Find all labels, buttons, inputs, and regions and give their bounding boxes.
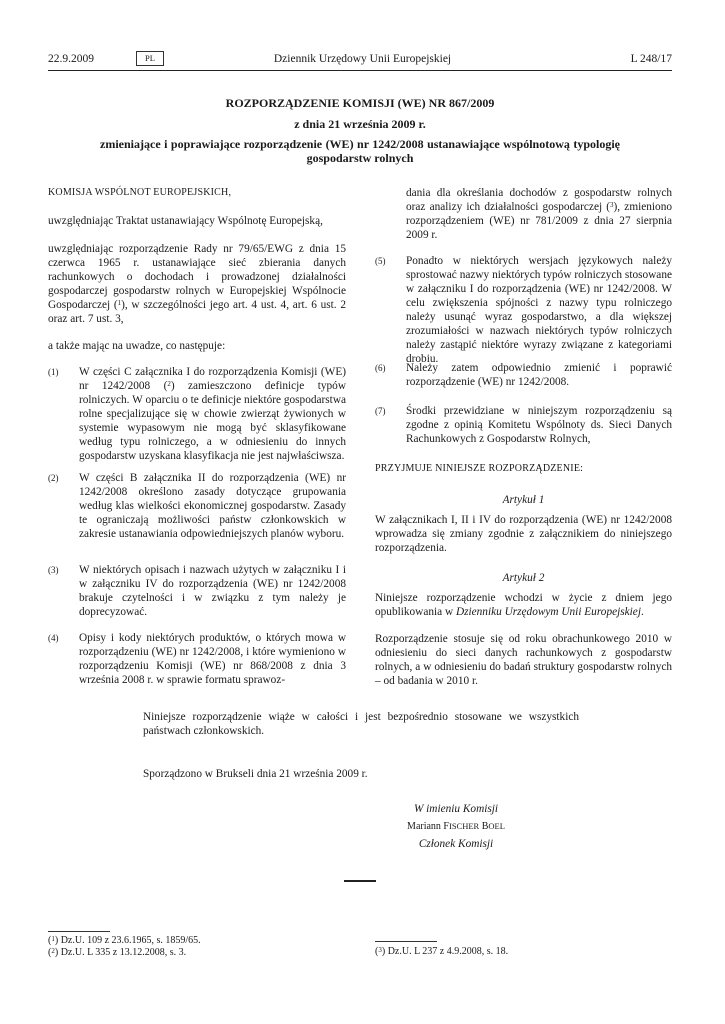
recital-3: (3) W niektórych opisach i nazwach użytych w załączniku I i w załączniku IV do rozporządzenia (WE) nr 1242/2008 brakuje czytelności i w związku z tym należy je doprecyzować. bbox=[48, 564, 346, 618]
recital-2: (2) W części B załącznika II do rozporządzenia (WE) nr 1242/2008 określono zasady dotyczące grupowania według klas wielkości ekonomicznej gospodarstw. Zasady te ograniczają możliwości państw członkowskich w zakresie ustanawiania odpowiedniejszych planów wyboru. bbox=[48, 472, 346, 540]
recital-4: (4) Opisy i kody niektórych produktów, o których mowa w rozporządzeniu (WE) nr 1242/2008, i które wymieniono w rozporządzeniu Komisji (WE) nr 868/2008 z dnia 3 września 2008 r. w sprawie formatu sprawoz- bbox=[48, 632, 346, 686]
recital-number: (4) bbox=[48, 633, 59, 643]
recital-4-continued: dania dla określania dochodów z gospodarstw rolnych oraz analizy ich działalności gospodarczej ($^3$), zmieniono rozporządzeniem (WE) nr 781/2009 z dnia 27 sierpnia 2009 r. bbox=[406, 187, 672, 241]
page-number: L 248/17 bbox=[630, 53, 672, 65]
signatory-role: Członek Komisji bbox=[418, 838, 494, 850]
footnote-3: ($^3$) Dz.U. L 237 z 4.9.2008, s. 18. bbox=[375, 946, 509, 957]
preamble-whereas: a także mając na uwadze, co następuje: bbox=[48, 340, 226, 352]
footnote-rule-right bbox=[375, 941, 437, 942]
article-1-text: W załącznikach I, II i IV do rozporządzenia (WE) nr 1242/2008 wprowadza się zmiany zgodnie z załącznikiem do niniejszego rozporządzenia. bbox=[375, 514, 672, 554]
recital-number: (7) bbox=[375, 406, 386, 416]
preamble-treaty: uwzględniając Traktat ustanawiający Wspólnotę Europejską, bbox=[48, 215, 323, 227]
recital-6: (6) Należy zatem odpowiednio zmienić i poprawić rozporządzenie (WE) nr 1242/2008. bbox=[375, 362, 672, 388]
article-2-paragraph-2: Rozporządzenie stosuje się od roku obrachunkowego 2010 w odniesieniu do sieci danych rachunkowych z gospodarstw rolnych, a w odniesieniu do badań struktury gospodarstw rolnych – od badania w 2010 r. bbox=[375, 633, 672, 687]
recital-number: (5) bbox=[375, 256, 386, 266]
end-rule bbox=[344, 880, 376, 882]
recital-5: (5) Ponadto w niektórych wersjach językowych należy sprostować nazwy niektórych typów rolniczych stosowane w załączniku I do rozporządzenia (WE) nr 1242/2008. W celu zwiększenia spójności z nazwy typu rolniczego należy usunąć wyraz gospodarstwo, a dla większej zrozumiałości w nazwach niektórych typów rolniczych należy zastąpić niektóre wyrazy związane z kategoriami drobiu. bbox=[375, 255, 672, 365]
left-column bbox=[48, 186, 346, 353]
article-2-title: Artykuł 2 bbox=[502, 572, 545, 584]
footnote-rule-left bbox=[48, 931, 110, 932]
recital-number: (2) bbox=[48, 473, 59, 483]
regulation-title: ROZPORZĄDZENIE KOMISJI (WE) NR 867/2009 bbox=[225, 96, 495, 110]
binding-clause: Niniejsze rozporządzenie wiąże w całości i jest bezpośrednio stosowane we wszystkich państwach członkowskich. bbox=[143, 711, 579, 737]
signatory-name: Mariann FISCHER BOEL bbox=[407, 821, 505, 832]
on-behalf: W imieniu Komisji bbox=[413, 803, 499, 815]
preamble-council-regulation: uwzględniając rozporządzenie Rady nr 79/65/EWG z dnia 15 czerwca 1965 r. ustanawiające sieć zbierania danych rachunkowych o dochodach i prowadzonej działalności gospodarczej gospodarstw rolnych w Europejskiej Wspólnocie Gospodarczej ($^1$), w szczególności jego art. 4 ust. 4, art. 6 ust. 2 oraz art. 7 ust. 3, bbox=[48, 243, 346, 325]
footnote-1: ($^1$) Dz.U. 109 z 23.6.1965, s. 1859/65. bbox=[48, 935, 201, 946]
enacting-section bbox=[375, 462, 672, 688]
header-date: 22.9.2009 bbox=[48, 53, 94, 65]
header-rule bbox=[48, 70, 672, 71]
regulation-date: z dnia 21 września 2009 r. bbox=[294, 117, 426, 131]
recital-number: (1) bbox=[48, 367, 59, 377]
article-2-paragraph-1: Niniejsze rozporządzenie wchodzi w życie z dniem jego opublikowania w Dzienniku Urzędowym Unii Europejskiej. bbox=[375, 592, 672, 618]
place-and-date: Sporządzono w Brukseli dnia 21 września 2009 r. bbox=[143, 768, 368, 780]
recital-7: (7) Środki przewidziane w niniejszym rozporządzeniu są zgodne z opinią Komitetu Wspólnoty ds. Sieci Danych Rachunkowych z Gospodarstw Rolnych, bbox=[375, 405, 672, 445]
recital-number: (6) bbox=[375, 363, 386, 373]
adoption-formula: PRZYJMUJE NINIEJSZE ROZPORZĄDZENIE: bbox=[375, 463, 584, 474]
signature-block bbox=[375, 802, 537, 851]
issuer: KOMISJA WSPÓLNOT EUROPEJSKICH, bbox=[48, 187, 232, 198]
journal-title: Dziennik Urzędowy Unii Europejskiej bbox=[273, 53, 452, 65]
language-badge: PL bbox=[136, 51, 164, 66]
recital-1: (1) W części C załącznika I do rozporządzenia Komisji (WE) nr 1242/2008 ($^2$) zamieszczono definicje typów rolniczych. W oparciu o te definicje niektóre gospodarstwa rolne specjalizujące się w chowie zwierząt żywionych w systemie wypasowym nie mogą być sklasyfikowane według typu rolniczego, a w odniesieniu do innych gospodarstw uzyskana klasyfikacja nie jest najwłaściwsza. bbox=[48, 366, 346, 462]
recital-number: (3) bbox=[48, 565, 59, 575]
footnote-2: ($^2$) Dz.U. L 335 z 13.12.2008, s. 3. bbox=[48, 947, 187, 958]
article-1-title: Artykuł 1 bbox=[502, 494, 545, 506]
regulation-subject: zmieniające i poprawiające rozporządzenie (WE) nr 1242/2008 ustanawiające wspólnotową typologię gospodarstw rolnych bbox=[100, 137, 620, 165]
